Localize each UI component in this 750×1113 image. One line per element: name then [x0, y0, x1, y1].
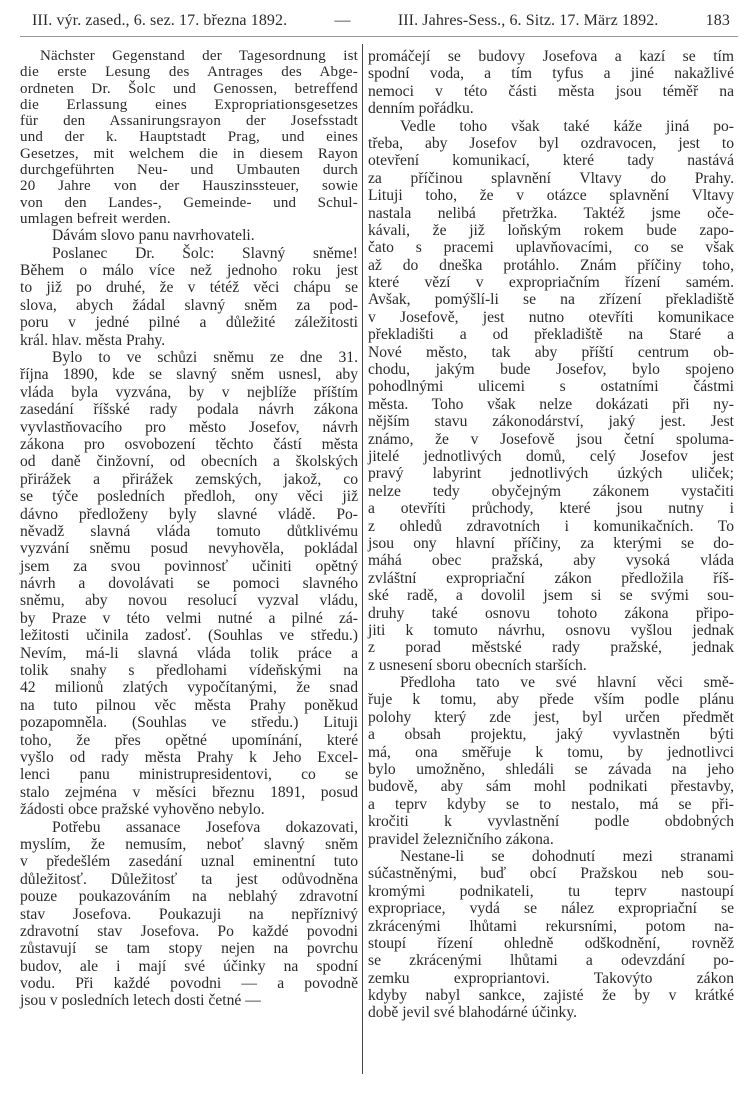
text-line: kávali, že již loňským rokem bude zapo- — [368, 221, 734, 239]
text-line: vyzvání sněmu posud nevyhověla, pokládal — [20, 540, 358, 558]
text-line: myslím, že nemusím, neboť slavný sněm — [20, 835, 358, 853]
text-line: důležitosť. Důležitosť ta jest odůvodněna — [20, 870, 358, 888]
text-line: von den Landes-, Gemeinde- und Schul- — [20, 194, 358, 211]
paragraph — [20, 227, 358, 244]
text-line: ordneten Dr. Šolc und Genossen, betreffend — [20, 80, 358, 97]
text-line: v Josefově, jest nutno otevříti komunikace — [368, 308, 734, 326]
text-line: súčastněnými, buď obcí Pražskou neb sou- — [368, 865, 734, 883]
text-line: jsou ony hlavní příčiny, za kterými se do- — [368, 534, 734, 552]
text-line: sněmu, aby novou resolucí vyzval vládu, — [20, 592, 358, 610]
header-divider — [20, 36, 738, 37]
text-line: zemku expropriantovi. Takovýto zákon — [368, 969, 734, 987]
text-line: zdravotní stav Josefova. Po každé povodni — [20, 922, 358, 940]
text-line: 20 Jahre von der Hauszinssteuer, sowie — [20, 178, 358, 195]
text-line: a otevříti průchody, které jsou nutny i — [368, 500, 734, 518]
text-line: města. Toho však nelze dokázati při ny- — [368, 395, 734, 413]
text-line: se zkrácenými lhůtami a odevzdání po- — [368, 952, 734, 970]
text-line: Nové město, tak aby příští centrum ob- — [368, 343, 734, 361]
right-column — [368, 48, 734, 1022]
text-line: v předešlém zasedání uznal eminentní tuto — [20, 853, 358, 871]
text-line: pozapomněla. (Souhlas ve středu.) Lituji — [20, 714, 358, 732]
text-line: by Praze v této velmi nutné a pilné zá- — [20, 609, 358, 627]
text-line: stalo zejména v měsíci březnu 1891, posud — [20, 783, 358, 801]
text-line: die Erlassung eines Expropriationsgesetzes — [20, 96, 358, 113]
text-line: vyvlastňovacího pro město Josefov, návrh — [20, 418, 358, 436]
text-line: ležitosti učinila zadosť. (Souhlas ve středu.) — [20, 627, 358, 645]
paragraph — [20, 819, 358, 1010]
text-line: druhy také osnovu tohoto zákona připo- — [368, 604, 734, 622]
paragraph — [368, 48, 734, 118]
text-line: umlagen befreit werden. — [20, 210, 171, 227]
text-line: promáčejí se budovy Josefova a kazí se tím — [368, 48, 734, 65]
text-line: kromými podnikateli, tu teprv nastoupí — [368, 882, 734, 900]
text-line: nějším stavu zákonodárství, jaký jest. Jest — [368, 413, 734, 431]
text-line: kročiti k vyvlastnění podle obdobných — [368, 813, 734, 831]
text-line: für den Assanirungsrayon der Josefsstadt — [20, 113, 358, 130]
text-line: známo, že v Josefově jsou četní spoluma- — [368, 430, 734, 448]
text-line: zasedání říšské rady podala návrh zákona — [20, 401, 358, 419]
text-line: stoupí řízení ohledně odškodnění, rovněž — [368, 934, 734, 952]
text-line: bylo umožněno, shledáli se závada na jeho — [368, 761, 734, 779]
column-divider — [362, 44, 363, 1074]
text-line: řuje k tomu, aby přede vším podle plánu — [368, 691, 734, 709]
text-line: přirážek a přirážek zemských, jakož, co — [20, 470, 358, 488]
text-line: Poslanec Dr. Šolc: Slavný sněme! — [52, 244, 358, 262]
text-line: návrh a dovolávati se pomoci slavného — [20, 575, 358, 593]
text-line: lenci panu ministrupresidentovi, co se — [20, 766, 358, 784]
text-line: za příčinou splavnění Vltavy do Prahy. — [368, 169, 734, 187]
text-line: vláda byla vyzvána, by v nejblíže příštím — [20, 383, 358, 401]
text-line: překladišti a od překladiště na Staré a — [368, 326, 734, 344]
text-line: října 1890, kde se slavný sněm usnesl, aby — [20, 366, 358, 384]
page-number: 183 — [705, 12, 730, 29]
text-line: Potřebu assanace Josefova dokazovati, — [52, 818, 358, 836]
text-line: vyšlo od rady města Prahy k Jeho Excel- — [20, 748, 358, 766]
text-line: Předloha tato ve své hlavní věci smě- — [400, 674, 734, 692]
paragraph — [20, 245, 358, 349]
text-line: jiti k tomuto návrhu, osnovu vyšlou jednak — [368, 621, 734, 639]
text-line: z porad městské rady pražské, jednak — [368, 639, 734, 657]
text-line: otevření komunikací, které tady nastává — [368, 152, 734, 170]
text-line: Nevím, má-li slavná vláda tolik práce a — [20, 644, 358, 662]
text-line: toho, že přes opětné upomínání, které — [20, 731, 358, 749]
header-czech: III. výr. zased., 6. sez. 17. března 1892. — [32, 12, 288, 29]
text-line: slova, abych žádal slavný sněm za pod- — [20, 296, 358, 314]
text-line: to již po druhé, že v tétéž věci chápu se — [20, 279, 358, 297]
text-line: pravidel železničního zákona. — [368, 830, 554, 848]
text-line: pravý labyrint jednotlivých úzkých uliček; — [368, 465, 734, 483]
text-line: kdyby nabyl sankce, zajisté že by v krátké — [368, 987, 734, 1005]
text-line: které vězí v expropriačním řízení samém. — [368, 274, 734, 292]
text-line: Bylo to ve schůzi sněmu ze dne 31. — [52, 349, 358, 366]
text-line: král. hlav. města Prahy. — [20, 331, 166, 349]
text-line: zkrácenými lhůtami rekursními, potom na- — [368, 917, 734, 935]
text-line: má, ona směřuje k tomu, by jednotlivci — [368, 743, 734, 761]
text-line: pouze poukazováním na neblahý zdravotní — [20, 888, 358, 906]
text-line: Dávám slovo panu navrhovateli. — [52, 227, 255, 245]
text-line: až do dneška protáhlo. Znám příčiny toho, — [368, 256, 734, 274]
text-line: žádosti obce pražské vyhověno nebylo. — [20, 801, 265, 819]
text-line: jitelé jednotlivých domů, celý Josefov jest — [368, 447, 734, 465]
text-line: chodu, jakým bude Josefov, bylo spojeno — [368, 361, 734, 379]
text-line: und der k. Hauptstadt Prag, und eines — [20, 129, 358, 146]
text-line: durchgeführten Neu- und Umbauten durch — [20, 162, 358, 179]
paragraph — [368, 118, 734, 675]
text-line: třeba, aby Josefov byl ozdravocen, jest to — [368, 134, 734, 152]
text-line: Během o málo více než jednoho roku jest — [20, 262, 358, 280]
text-line: tolik snahy s předlohami vídeňskými na — [20, 662, 358, 680]
text-line: z ohledů zdravotních i komunikačních. To — [368, 517, 734, 535]
paragraph — [368, 848, 734, 1022]
text-line: expropriace, vydá se nález expropriační se — [368, 900, 734, 918]
text-line: ské radě, a dovolil jsem si se svými sou- — [368, 587, 734, 605]
text-line: zůstavují se tam stopy nejen na povrchu — [20, 940, 358, 958]
text-line: od daně činžovní, od obecních a školských — [20, 453, 358, 471]
text-line: Vedle toho však také káže jiná po- — [400, 117, 734, 135]
text-line: něvadž slavná vláda tomuto důtklivému — [20, 522, 358, 540]
text-line: polohy který zde jest, byl určen předmět — [368, 708, 734, 726]
text-line: pohodlnými ulicemi s ostatními částmi — [368, 378, 734, 396]
text-line: Gesetzes, mit welchem die in diesem Rayon — [20, 145, 358, 162]
text-line: zvláštní expropriační zákon předložila říš- — [368, 569, 734, 587]
text-line: Nestane-li se dohodnutí mezi stranami — [400, 847, 734, 865]
paragraph — [368, 674, 734, 848]
text-line: máhá obec pražská, aby vysoká vláda — [368, 552, 734, 570]
left-column — [20, 48, 358, 1010]
text-line: Lituji toho, že v otázce splavnění Vltavy — [368, 187, 734, 205]
text-line: čato s pracemi uplavňovacími, co se však — [368, 239, 734, 257]
text-line: spodní voda, a tím tyfus a jiné nakažlivé — [368, 65, 734, 83]
text-line: vodu. Při každé povodni — a povodně — [20, 975, 358, 993]
text-line: jsem za svou povinnosť učiniti opětný — [20, 557, 358, 575]
paragraph — [20, 349, 358, 819]
text-line: budov, ale i mají své účinky na spodní — [20, 957, 358, 975]
text-line: z usnesení sboru obecních starších. — [368, 656, 587, 674]
text-line: Nächster Gegenstand der Tagesordnung ist — [40, 48, 358, 64]
text-line: budově, aby sám mohl podnikati přestavby, — [368, 778, 734, 796]
header-separator: — — [334, 12, 351, 29]
text-line: nemoci v této části města jsou téměř na — [368, 82, 734, 100]
text-line: stav Josefova. Poukazuji na nepříznivý — [20, 905, 358, 923]
text-line: nastala nelibá přetržka. Taktéž jsme oče- — [368, 204, 734, 222]
text-line: die erste Lesung des Antrages des Abge- — [20, 64, 358, 81]
text-line: jsou v posledních letech dosti četné — — [20, 992, 261, 1010]
paragraph — [20, 48, 358, 227]
running-header — [32, 12, 730, 30]
text-line: 42 milionů zlatých vypočítanými, že snad — [20, 679, 358, 697]
text-line: dávno předloženy byly slavné vládě. Po- — [20, 505, 358, 523]
text-line: denním pořádku. — [368, 100, 474, 118]
text-line: a obsah projektu, jaký vyvlastněn býti — [368, 726, 734, 744]
text-line: a teprv kdyby se to nestalo, má se při- — [368, 795, 734, 813]
text-line: zákona pro osvobození těchto částí města — [20, 435, 358, 453]
text-line: Avšak, pomýšlí-li se na zřízení překladiště — [368, 291, 734, 309]
text-line: na tuto pilnou věc města Prahy poněkud — [20, 696, 358, 714]
text-line: nelze tedy obyčejným zákonem vystačiti — [368, 482, 734, 500]
header-german: III. Jahres-Sess., 6. Sitz. 17. März 1892. — [397, 12, 659, 29]
text-line: době jevil své blahodárné účinky. — [368, 1004, 578, 1022]
text-line: se týče posledních předloh, ony věci již — [20, 488, 358, 506]
text-line: poru v jedné pilné a důležité záležitosti — [20, 314, 358, 332]
